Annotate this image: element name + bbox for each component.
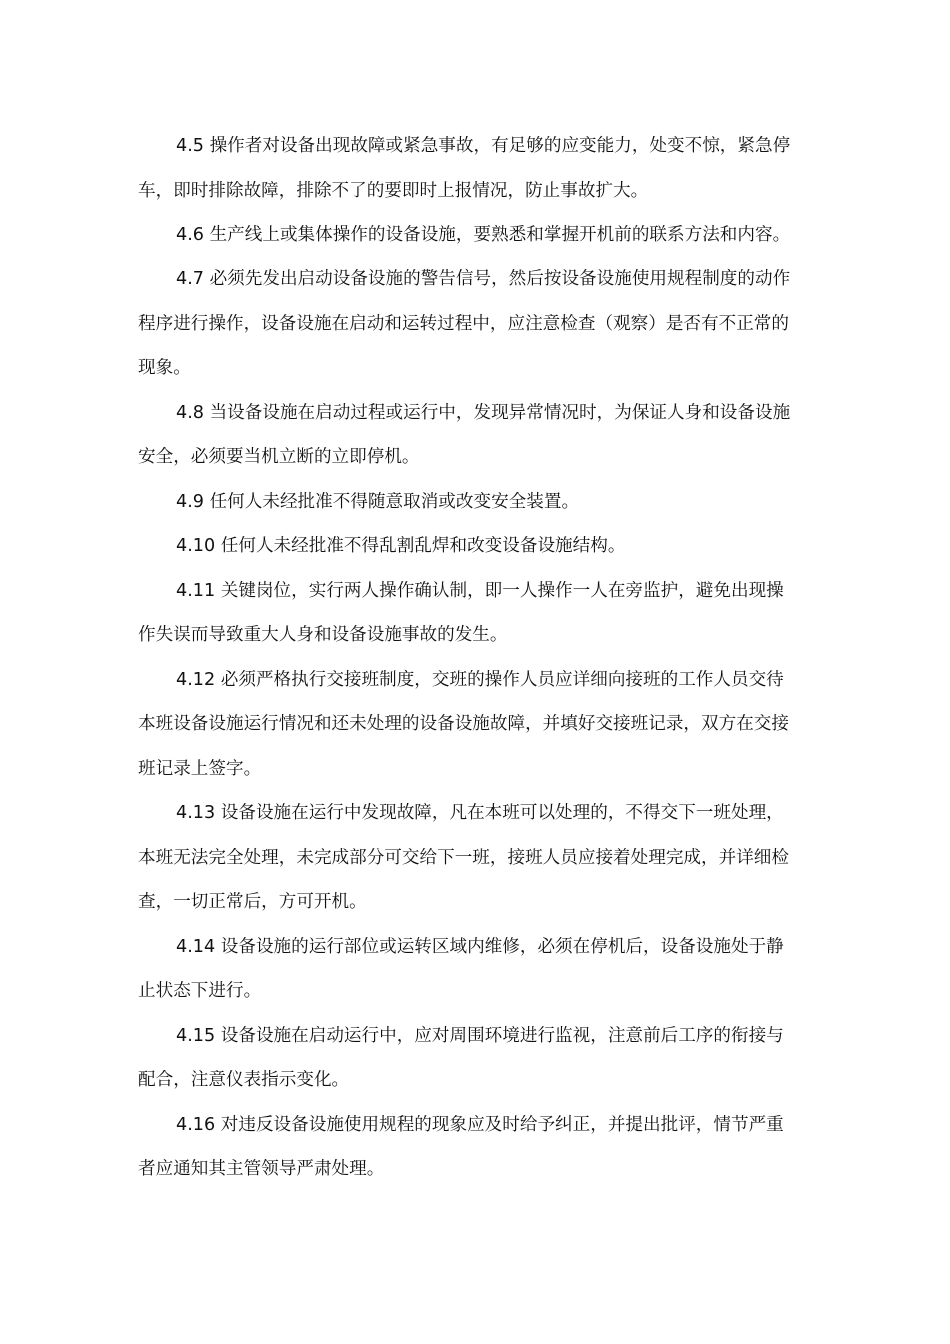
clause-4-13-line-3: 查，一切正常后，方可开机。	[138, 892, 367, 912]
clause-4-8-line-1: 4.8 当设备设施在启动过程或运行中，发现异常情况时，为保证人身和设备设施	[176, 403, 791, 423]
clause-4-8-line-2: 安全，必须要当机立断的立即停机。	[138, 447, 420, 467]
clause-4-7-line-1: 4.7 必须先发出启动设备设施的警告信号，然后按设备设施使用规程制度的动作	[176, 269, 791, 289]
clause-4-5-line-1: 4.5 操作者对设备出现故障或紧急事故，有足够的应变能力，处变不惊，紧急停	[176, 136, 791, 156]
clause-4-9-line-1: 4.9 任何人未经批准不得随意取消或改变安全装置。	[176, 492, 580, 512]
clause-4-16-line-1: 4.16 对违反设备设施使用规程的现象应及时给予纠正，并提出批评，情节严重	[176, 1115, 784, 1135]
clause-4-15-line-1: 4.15 设备设施在启动运行中，应对周围环境进行监视，注意前后工序的衔接与	[176, 1026, 784, 1046]
clause-4-12-line-3: 班记录上签字。	[138, 759, 262, 779]
clause-4-14-line-2: 止状态下进行。	[138, 981, 262, 1001]
clause-4-12-line-2: 本班设备设施运行情况和还未处理的设备设施故障，并填好交接班记录，双方在交接	[138, 714, 789, 734]
clause-4-11-line-2: 作失误而导致重大人身和设备设施事故的发生。	[138, 625, 508, 645]
clause-4-7-line-2: 程序进行操作，设备设施在启动和运转过程中，应注意检查（观察）是否有不正常的	[138, 314, 789, 334]
clause-4-7-line-3: 现象。	[138, 358, 191, 378]
clause-4-16-line-2: 者应通知其主管领导严肃处理。	[138, 1159, 385, 1179]
clause-4-6-line-1: 4.6 生产线上或集体操作的设备设施，要熟悉和掌握开机前的联系方法和内容。	[176, 225, 791, 245]
clause-4-14-line-1: 4.14 设备设施的运行部位或运转区域内维修，必须在停机后，设备设施处于静	[176, 937, 784, 957]
clause-4-5-line-2: 车，即时排除故障，排除不了的要即时上报情况，防止事故扩大。	[138, 181, 649, 201]
clause-4-11-line-1: 4.11 关键岗位，实行两人操作确认制，即一人操作一人在旁监护，避免出现操	[176, 581, 784, 601]
clause-4-10-line-1: 4.10 任何人未经批准不得乱割乱焊和改变设备设施结构。	[176, 536, 626, 556]
clause-4-15-line-2: 配合，注意仪表指示变化。	[138, 1070, 350, 1090]
clause-4-13-line-2: 本班无法完全处理，未完成部分可交给下一班，接班人员应接着处理完成，并详细检	[138, 848, 789, 868]
clause-4-13-line-1: 4.13 设备设施在运行中发现故障，凡在本班可以处理的，不得交下一班处理，	[176, 803, 784, 823]
clause-4-12-line-1: 4.12 必须严格执行交接班制度，交班的操作人员应详细向接班的工作人员交待	[176, 670, 784, 690]
